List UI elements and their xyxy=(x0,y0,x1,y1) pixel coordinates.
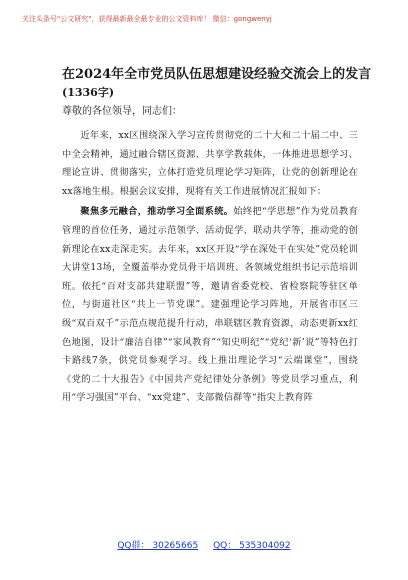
qq-group-link[interactable]: QQ群： 30265665 xyxy=(117,541,199,551)
document-title: 在2024年全市党员队伍思想建设经验交流会上的发言 xyxy=(62,67,372,82)
salutation: 尊敬的各位领导，同志们： xyxy=(62,106,182,117)
section-body: 始终把“学思想”作为党员教育管理的首位任务，通过示范领学、活动促学、联动共学等，推动党的创新理论在xx走深走实。去年来，xx区开设“学在深处干在实处”党员轮训大讲堂13场，全覆盖举办党员骨干培训班、各领域党组织书记示范培训班。依托“百对支部共建联盟”等，邀请省委党校、省检察院等驻区单位，与街道社区“共上一节党课”。建强理论学习阵地，开展省市区三级“双百双千”示范点规范提升行动，串联辖区教育资源，动态更新xx红色地图，设计“廉洁自律”“家风教育”“知史明纪”“党纪‘新’说”等特色打卡路线7条，供党员参观学习。线上推出理论学习“云端课堂”，围绕《党的二十大报告》《中国共产党纪律处分条例》等党员学习重点，利用“学习强国”平台、“xx党建”、支部微信群等“指尖上教育阵 xyxy=(62,206,358,404)
footer-contact xyxy=(0,538,408,551)
paragraph-intro: 近年来，xx区围绕深入学习宣传贯彻党的二十大和二十届二中、三中全会精神，通过融合辖区资源、共享学教载体，一体推进思想学习、理论宣讲、贯彻落实，立体打造党员理论学习矩阵，让党的创新理论在xx落地生根。根据会议安排，现将有关工作进展情况汇报如下： xyxy=(62,130,358,197)
qq-contact-link[interactable]: QQ： 535304092 xyxy=(213,541,291,551)
section-heading: 聚焦多元融合，推动学习全面系统。 xyxy=(80,206,234,218)
document-body xyxy=(62,127,358,408)
paragraph-section-1 xyxy=(62,203,358,408)
word-count: (1336字) xyxy=(62,86,115,99)
header-banner: 关注头条号"公文研究"，获得最新最全最专业的公文资料库！ 微信：gongwenyj xyxy=(22,15,272,23)
